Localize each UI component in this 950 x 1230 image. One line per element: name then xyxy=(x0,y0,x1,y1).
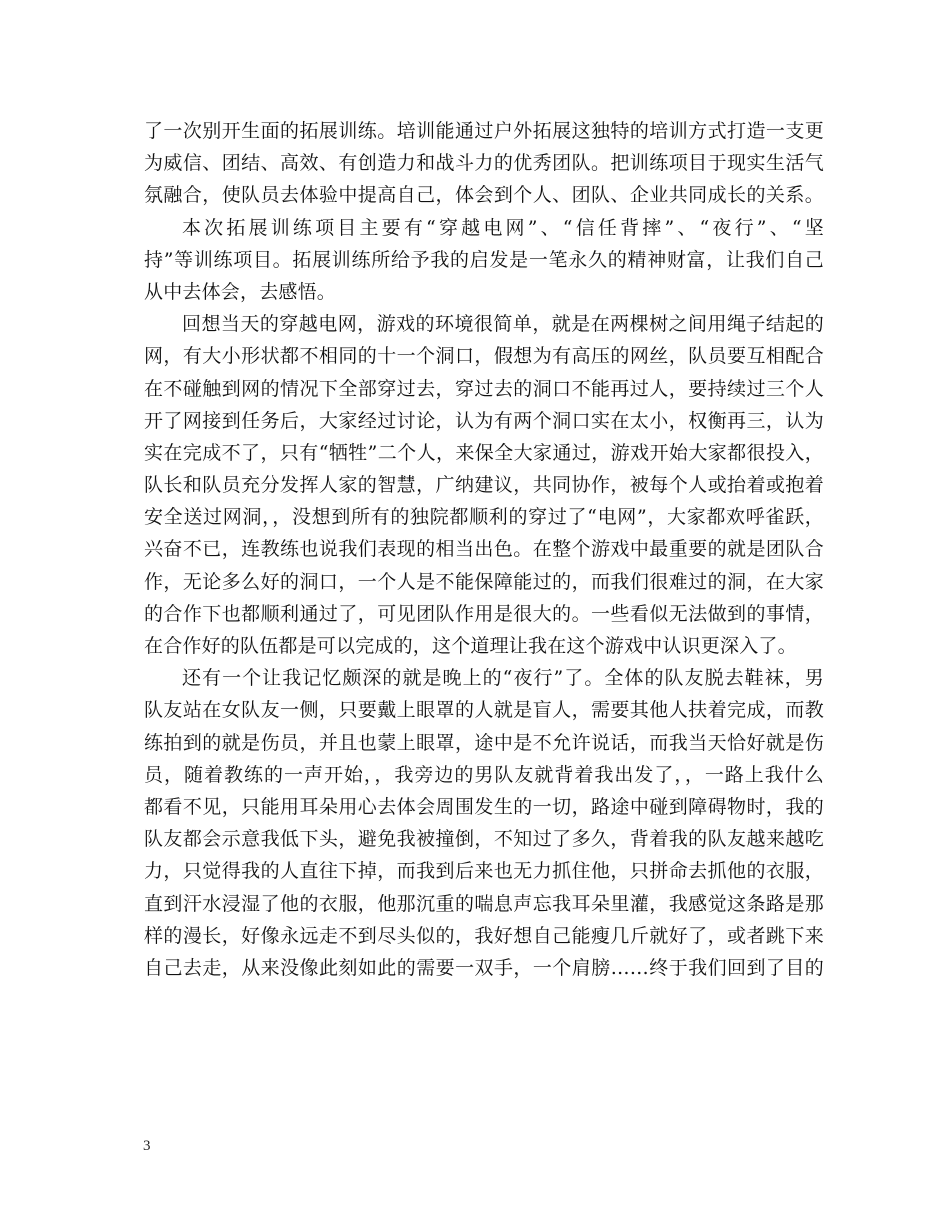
text-line-4: 本次拓展训练项目主要有“穿越电网”、“信任背摔”、“夜行”、“坚 xyxy=(182,216,824,239)
text-line-20: 练拍到的就是伤员，并且也蒙上眼罩，途中是不允许说话，而我当天恰好就是伤 xyxy=(144,731,824,754)
text-line-18: 还有一个让我记忆颇深的就是晚上的“夜行”了。全体的队友脱去鞋袜，男 xyxy=(182,667,824,690)
text-line-22: 都看不见，只能用耳朵用心去体会周围发生的一切，路途中碰到障碍物时，我的 xyxy=(144,795,824,818)
text-line-5: 持”等训练项目。拓展训练所给予我的启发是一笔永久的精神财富，让我们自己 xyxy=(144,248,824,271)
text-line-10: 开了网接到任务后，大家经过讨论，认为有两个洞口实在太小，权衡再三，认为 xyxy=(144,409,824,432)
text-line-16: 的合作下也都顺利通过了，可见团队作用是很大的。一些看似无法做到的事情， xyxy=(144,602,824,625)
page-number: 3 xyxy=(143,1138,151,1154)
text-line-1: 了一次别开生面的拓展训练。培训能通过户外拓展这独特的培训方式打造一支更 xyxy=(144,120,824,142)
text-line-23: 队友都会示意我低下头，避免我被撞倒，不知过了多久，背着我的队友越来越吃 xyxy=(144,828,824,851)
text-line-21: 员，随着教练的一声开始，，我旁边的男队友就背着我出发了，，一路上我什么 xyxy=(144,763,824,786)
text-line-3: 氛融合，使队员去体验中提高自己，体会到个人、团队、企业共同成长的关系。 xyxy=(144,184,824,207)
text-line-6: 从中去体会，去感悟。 xyxy=(144,280,337,303)
text-line-9: 在不碰触到网的情况下全部穿过去，穿过去的洞口不能再过人，要持续过三个人 xyxy=(144,377,824,400)
text-line-2: 为威信、团结、高效、有创造力和战斗力的优秀团队。把训练项目于现实生活气 xyxy=(144,152,824,175)
text-line-14: 兴奋不已，连教练也说我们表现的相当出色。在整个游戏中最重要的就是团队合 xyxy=(144,538,824,561)
body-text xyxy=(144,115,824,984)
text-line-11: 实在完成不了，只有“牺牲”二个人，来保全大家通过，游戏开始大家都很投入， xyxy=(144,441,824,464)
text-line-8: 网，有大小形状都不相同的十一个洞口，假想为有高压的网丝，队员要互相配合 xyxy=(144,345,824,368)
text-line-19: 队友站在女队友一侧，只要戴上眼罩的人就是盲人，需要其他人扶着完成，而教 xyxy=(144,699,824,722)
text-line-24: 力，只觉得我的人直往下掉，而我到后来也无力抓住他，只拼命去抓他的衣服， xyxy=(144,860,824,883)
text-line-26: 样的漫长，好像永远走不到尽头似的，我好想自己能瘦几斤就好了，或者跳下来 xyxy=(144,924,824,947)
text-line-12: 队长和队员充分发挥人家的智慧，广纳建议，共同协作，被每个人或抬着或抱着 xyxy=(144,474,824,497)
text-line-15: 作，无论多么好的洞口，一个人是不能保障能过的，而我们很难过的洞，在大家 xyxy=(144,570,824,593)
text-line-25: 直到汗水浸湿了他的衣服，他那沉重的喘息声忘我耳朵里灌，我感觉这条路是那 xyxy=(144,892,824,915)
text-line-13: 安全送过网洞，，没想到所有的独院都顺利的穿过了“电网”，大家都欢呼雀跃， xyxy=(144,506,824,529)
text-line-17: 在合作好的队伍都是可以完成的，这个道理让我在这个游戏中认识更深入了。 xyxy=(144,635,797,657)
text-line-7: 回想当天的穿越电网，游戏的环境很简单，就是在两棵树之间用绳子结起的 xyxy=(182,313,824,336)
text-line-27: 自己去走，从来没像此刻如此的需要一双手，一个肩膀……终于我们回到了目的 xyxy=(144,956,824,979)
